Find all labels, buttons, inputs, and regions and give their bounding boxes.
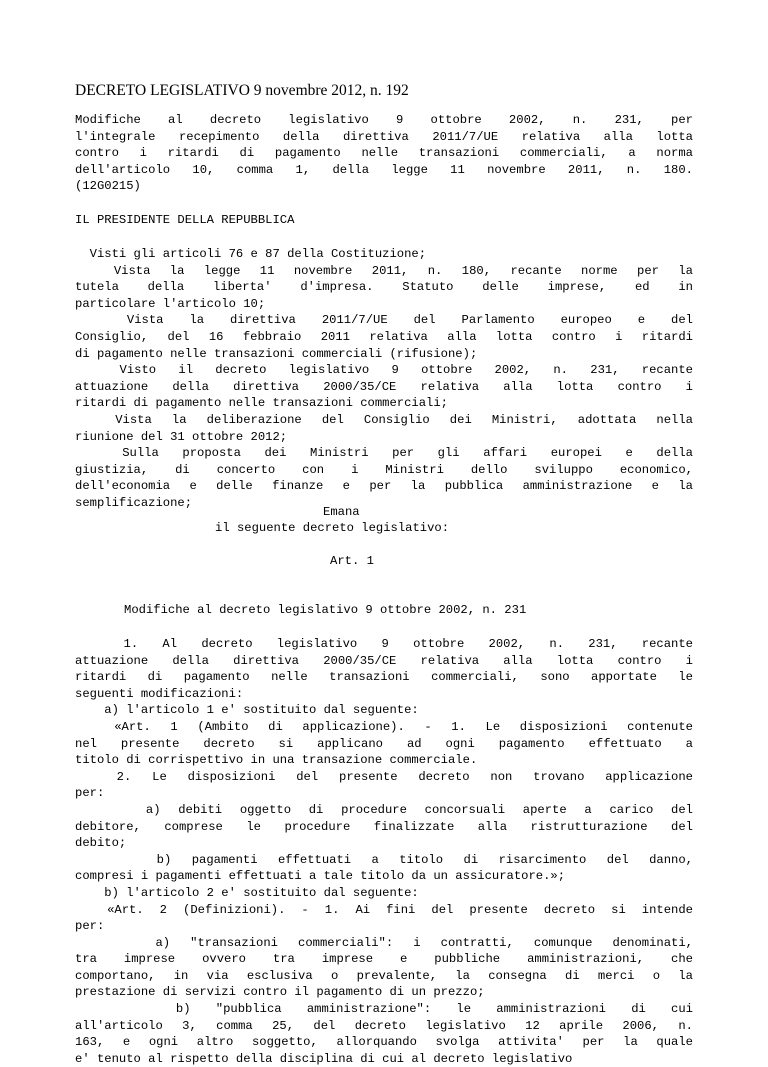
body-line: b) "pubblica amministrazione": le amministrazioni di cui bbox=[75, 1002, 693, 1017]
preamble-line: di pagamento nelle transazioni commerciali (rifusione); bbox=[75, 346, 478, 361]
preamble-line: tutela della liberta' d'impresa. Statuto delle imprese, ed in bbox=[75, 280, 693, 295]
body-line: «Art. 2 (Definizioni). - 1. Ai fini del presente decreto si intende bbox=[75, 902, 693, 917]
decree-title: DECRETO LEGISLATIVO 9 novembre 2012, n. 192 bbox=[75, 82, 409, 99]
preamble-line: Vista la legge 11 novembre 2011, n. 180, recante norme per la bbox=[75, 263, 693, 278]
body-line: 2. Le disposizioni del presente decreto non trovano applicazione bbox=[75, 769, 693, 784]
body-line: ritardi di pagamento nelle transazioni commerciali, sono apportate le bbox=[75, 670, 693, 685]
body-line: «Art. 1 (Ambito di applicazione). - 1. Le disposizioni contenute bbox=[75, 719, 693, 734]
body-line: a) l'articolo 1 e' sostituito dal seguente: bbox=[75, 703, 419, 718]
preamble-line: semplificazione; bbox=[75, 495, 193, 510]
summary-line: l'integrale recepimento della direttiva 2011/7/UE relativa alla lotta bbox=[75, 129, 693, 144]
article-number: Art. 1 bbox=[330, 554, 374, 568]
preamble-line: Vista la direttiva 2011/7/UE del Parlamento europeo e del bbox=[75, 313, 693, 328]
article-heading: Modifiche al decreto legislativo 9 ottobre 2002, n. 231 bbox=[124, 603, 527, 617]
body-line: attuazione della direttiva 2000/35/CE relativa alla lotta contro i bbox=[75, 653, 693, 668]
preamble-line: particolare l'articolo 10; bbox=[75, 296, 266, 311]
preamble-line: giustizia, di concerto con i Ministri dello sviluppo economico, bbox=[75, 462, 693, 477]
body-line: compresi i pagamenti effettuati a tale titolo da un assicuratore.»; bbox=[75, 869, 566, 884]
body-line: nel presente decreto si applicano ad ogni pagamento effettuato a bbox=[75, 736, 693, 751]
body-line: per: bbox=[75, 919, 105, 934]
preamble-line: dell'economia e delle finanze e per la pubblica amministrazione e la bbox=[75, 479, 693, 494]
body-line: a) debiti oggetto di procedure concorsuali aperte a carico del bbox=[75, 802, 693, 817]
summary-line: contro i ritardi di pagamento nelle transazioni commerciali, a norma bbox=[75, 146, 693, 161]
preamble-line: Consiglio, del 16 febbraio 2011 relativa alla lotta contro i ritardi bbox=[75, 329, 693, 344]
body-line: e' tenuto al rispetto della disciplina di cui al decreto legislativo bbox=[75, 1051, 573, 1066]
preamble-line: Visto il decreto legislativo 9 ottobre 2002, n. 231, recante bbox=[75, 363, 693, 378]
preamble-line: riunione del 31 ottobre 2012; bbox=[75, 429, 288, 444]
body-line: titolo di corrispettivo in una transazione commerciale. bbox=[75, 753, 478, 768]
summary-line: dell'articolo 10, comma 1, della legge 11 novembre 2011, n. 180. bbox=[75, 162, 693, 177]
preamble-line: Visti gli articoli 76 e 87 della Costituzione; bbox=[75, 247, 427, 261]
preamble-line: Sulla proposta dei Ministri per gli affari europei e della bbox=[75, 446, 693, 461]
summary-line: Modifiche al decreto legislativo 9 ottobre 2002, n. 231, per bbox=[75, 113, 693, 127]
preamble-line: ritardi di pagamento nelle transazioni commerciali; bbox=[75, 396, 448, 411]
issuer-heading: IL PRESIDENTE DELLA REPUBBLICA bbox=[75, 213, 295, 227]
body-line: 1. Al decreto legislativo 9 ottobre 2002, n. 231, recante bbox=[75, 637, 693, 651]
body-line: seguenti modificazioni: bbox=[75, 686, 244, 701]
body-line: b) l'articolo 2 e' sostituito dal seguente: bbox=[75, 885, 419, 900]
body-line: a) "transazioni commerciali": i contratti, comunque denominati, bbox=[75, 935, 693, 950]
body-line: debito; bbox=[75, 836, 127, 851]
body-line: b) pagamenti effettuati a titolo di risarcimento del danno, bbox=[75, 852, 693, 867]
body-line: tra imprese ovvero tra imprese e pubbliche amministrazioni, che bbox=[75, 952, 693, 967]
body-line: debitore, comprese le procedure finalizzate alla ristrutturazione del bbox=[75, 819, 693, 834]
preamble-line: attuazione della direttiva 2000/35/CE relativa alla lotta contro i bbox=[75, 379, 693, 394]
preamble bbox=[75, 246, 693, 512]
body-line: comportano, in via esclusiva o prevalente, la consegna di merci o la bbox=[75, 968, 693, 983]
summary-line: (12G0215) bbox=[75, 179, 141, 194]
body-line: 163, e ogni altro soggetto, allorquando svolga attivita' per la quale bbox=[75, 1035, 693, 1050]
emana-line: il seguente decreto legislativo: bbox=[215, 521, 450, 535]
emana-label: Emana bbox=[323, 505, 360, 519]
article-body bbox=[75, 636, 693, 1067]
body-line: all'articolo 3, comma 25, del decreto legislativo 12 aprile 2006, n. bbox=[75, 1018, 693, 1033]
body-line: per: bbox=[75, 786, 105, 801]
body-line: prestazione di servizi contro il pagamento di un prezzo; bbox=[75, 985, 485, 1000]
preamble-line: Vista la deliberazione del Consiglio dei Ministri, adottata nella bbox=[75, 412, 693, 427]
decree-summary bbox=[75, 112, 693, 195]
